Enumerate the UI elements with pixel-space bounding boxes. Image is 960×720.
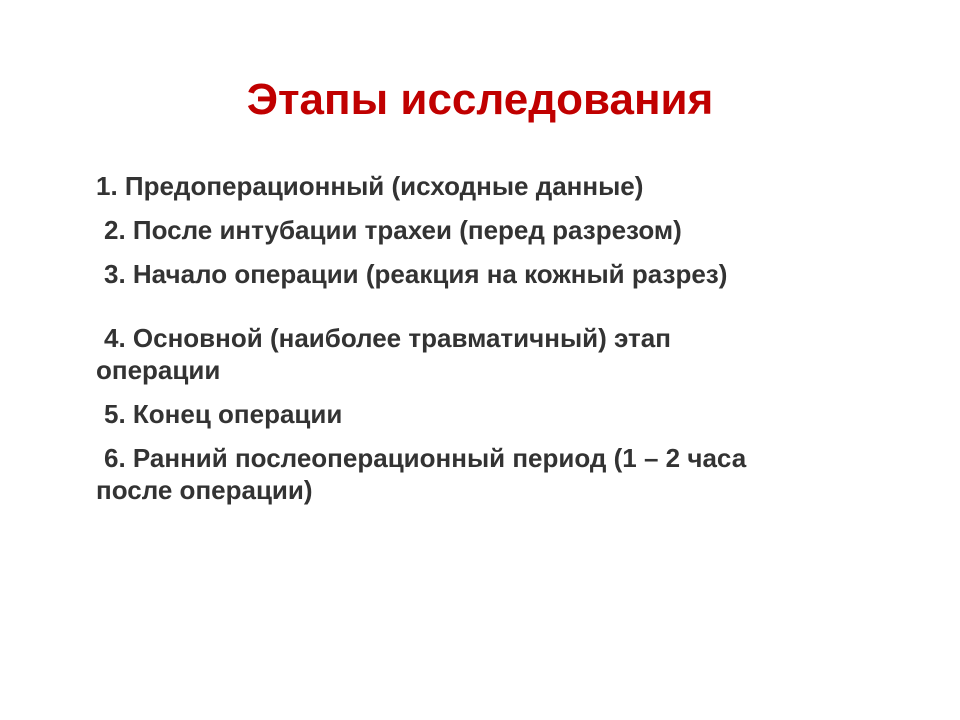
list-item	[96, 214, 916, 246]
list-item-continuation: после операции)	[96, 475, 313, 505]
list-item-text: 2. После интубации трахеи (перед разрезом)	[104, 215, 682, 245]
list-item-text: 3. Начало операции (реакция на кожный разрез)	[104, 259, 728, 289]
list-item	[96, 442, 916, 506]
list-item-text: 1. Предоперационный (исходные данные)	[96, 171, 644, 201]
list-item-text: 6. Ранний послеоперационный период (1 – 2 часа	[104, 443, 747, 473]
slide-title: Этапы исследования	[246, 75, 714, 124]
list-item	[96, 322, 916, 386]
list-item	[96, 170, 916, 202]
list-item-text: 4. Основной (наиболее травматичный) этап	[104, 323, 671, 353]
list-item	[96, 258, 916, 290]
list-item-text: 5. Конец операции	[104, 399, 343, 429]
stage-list	[96, 170, 916, 518]
list-item-continuation: операции	[96, 355, 221, 385]
list-item	[96, 398, 916, 430]
